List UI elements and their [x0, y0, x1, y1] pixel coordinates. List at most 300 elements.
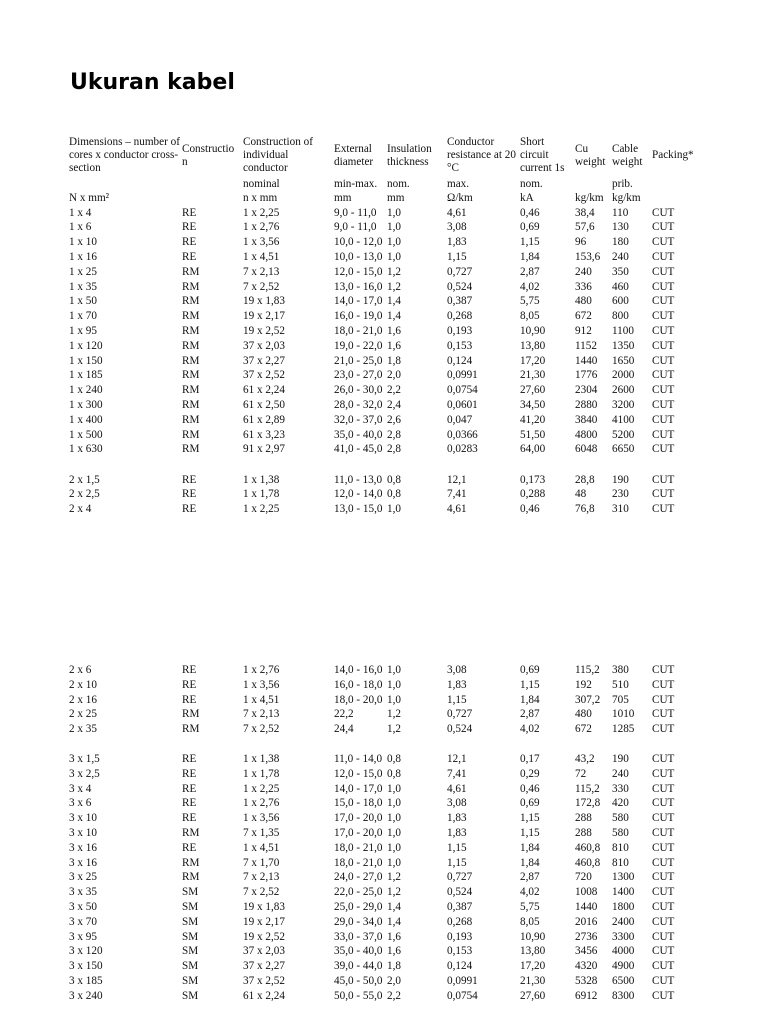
cell-cable-weight: 800 — [612, 310, 629, 323]
table-row — [0, 428, 768, 443]
cell-short-circuit: 1,84 — [520, 841, 540, 854]
table-row — [0, 324, 768, 339]
cell-external-diameter: 14,0 - 16,0 — [334, 664, 383, 676]
cell-dimension: 1 x 25 — [69, 265, 97, 278]
cell-cable-weight: 705 — [612, 693, 629, 706]
cell-cu-weight: 1152 — [575, 339, 597, 352]
cell-short-circuit: 0,173 — [520, 473, 546, 486]
cell-cable-weight: 2400 — [612, 915, 635, 928]
cell-cable-weight: 1400 — [612, 886, 635, 899]
cell-dimension: 1 x 70 — [69, 310, 97, 323]
cell-construction: RE — [182, 488, 197, 501]
cell-dimension: 1 x 95 — [69, 324, 97, 337]
cell-cable-weight: 580 — [612, 812, 629, 825]
cell-construction: SM — [182, 915, 199, 928]
cell-external-diameter: 11,0 - 13,0 — [334, 473, 383, 486]
cell-external-diameter: 24,4 — [334, 723, 354, 736]
cell-short-circuit: 4,02 — [520, 723, 540, 736]
cell-insulation-thickness: 0,8 — [387, 488, 401, 501]
cell-external-diameter: 18,0 - 21,0 — [334, 856, 383, 869]
cell-construction: RE — [182, 503, 197, 516]
table-row — [0, 707, 768, 722]
cell-packing: CUT — [652, 443, 675, 456]
cell-conductor-construction: 91 x 2,97 — [243, 443, 285, 456]
cell-cable-weight: 1100 — [612, 324, 634, 337]
unit-cell: nominal — [243, 178, 280, 190]
cell-cable-weight: 180 — [612, 236, 629, 249]
cell-insulation-thickness: 2,0 — [387, 975, 401, 987]
cell-resistance: 0,727 — [447, 871, 473, 884]
table-row — [0, 250, 768, 265]
table-row — [0, 206, 768, 221]
cell-resistance: 0,524 — [447, 723, 473, 736]
unit-cell: N x mm² — [69, 192, 110, 204]
cell-cu-weight: 912 — [575, 324, 592, 337]
table-row — [0, 826, 768, 841]
cell-construction: SM — [182, 901, 199, 913]
cell-insulation-thickness: 1,8 — [387, 960, 401, 973]
cell-cu-weight: 96 — [575, 236, 587, 249]
cell-short-circuit: 4,02 — [520, 886, 540, 899]
cell-construction: RM — [182, 871, 200, 884]
cell-packing: CUT — [652, 901, 675, 913]
cell-resistance: 1,83 — [447, 678, 467, 691]
cell-short-circuit: 1,15 — [520, 236, 540, 249]
cell-cable-weight: 190 — [612, 753, 629, 765]
cell-external-diameter: 13,0 - 16,0 — [334, 280, 383, 293]
table-row — [0, 900, 768, 915]
header-construction: Constructio n — [182, 143, 235, 168]
cell-external-diameter: 12,0 - 15,0 — [334, 767, 383, 780]
table-row — [0, 722, 768, 737]
cell-packing: CUT — [652, 295, 675, 308]
table-row — [0, 959, 768, 974]
cell-packing: CUT — [652, 827, 675, 839]
cell-cu-weight: 115,2 — [575, 782, 600, 795]
cell-resistance: 0,0991 — [447, 975, 478, 987]
cell-resistance: 12,1 — [447, 753, 467, 765]
cell-conductor-construction: 7 x 1,70 — [243, 856, 280, 869]
cell-dimension: 3 x 10 — [69, 812, 97, 825]
cell-short-circuit: 0,46 — [520, 782, 540, 795]
cell-conductor-construction: 1 x 2,76 — [243, 797, 280, 810]
table-row — [0, 885, 768, 900]
cell-cu-weight: 720 — [575, 871, 592, 884]
cell-packing: CUT — [652, 280, 675, 293]
cell-construction: RM — [182, 428, 200, 441]
cell-resistance: 3,08 — [447, 221, 467, 234]
cell-resistance: 0,193 — [447, 324, 473, 337]
cell-cu-weight: 460,8 — [575, 856, 601, 869]
cell-dimension: 1 x 16 — [69, 250, 97, 263]
cell-external-diameter: 41,0 - 45,0 — [334, 443, 383, 456]
cell-construction: RE — [182, 753, 197, 765]
cell-external-diameter: 13,0 - 15,0 — [334, 503, 383, 516]
cell-packing: CUT — [652, 413, 675, 426]
table-row — [0, 220, 768, 235]
cell-short-circuit: 1,84 — [520, 250, 540, 263]
cell-cable-weight: 240 — [612, 767, 629, 780]
units-row-nominal — [0, 177, 768, 192]
cell-short-circuit: 1,84 — [520, 693, 540, 706]
cell-conductor-construction: 19 x 1,83 — [243, 901, 285, 913]
page-title: Ukuran kabel — [70, 70, 235, 95]
cell-packing: CUT — [652, 886, 675, 899]
table-row — [0, 989, 768, 1004]
cell-conductor-construction: 1 x 2,25 — [243, 782, 280, 795]
cell-conductor-construction: 7 x 1,35 — [243, 827, 280, 839]
cell-insulation-thickness: 2,2 — [387, 384, 401, 397]
header-packing: Packing* — [652, 149, 694, 161]
table-row — [0, 487, 768, 502]
cell-cu-weight: 3840 — [575, 413, 598, 426]
cell-cable-weight: 4000 — [612, 945, 635, 958]
cell-insulation-thickness: 2,8 — [387, 428, 401, 441]
cell-insulation-thickness: 1,0 — [387, 827, 401, 839]
cell-short-circuit: 4,02 — [520, 280, 540, 293]
cell-external-diameter: 16,0 - 18,0 — [334, 678, 383, 691]
cell-construction: SM — [182, 975, 199, 987]
cell-resistance: 3,08 — [447, 664, 467, 676]
table-row — [0, 915, 768, 930]
cell-cable-weight: 460 — [612, 280, 629, 293]
cell-cu-weight: 288 — [575, 812, 592, 825]
cell-resistance: 0,727 — [447, 265, 473, 278]
cell-dimension: 2 x 4 — [69, 503, 92, 516]
cell-cable-weight: 330 — [612, 782, 629, 795]
cell-resistance: 0,124 — [447, 960, 473, 973]
cell-short-circuit: 0,69 — [520, 664, 540, 676]
cell-conductor-construction: 19 x 2,17 — [243, 310, 285, 323]
cell-short-circuit: 27,60 — [520, 989, 546, 1002]
table-row — [0, 294, 768, 309]
cell-packing: CUT — [652, 221, 675, 234]
cell-packing: CUT — [652, 236, 675, 249]
cell-packing: CUT — [652, 324, 675, 337]
cell-cu-weight: 28,8 — [575, 473, 595, 486]
cell-packing: CUT — [652, 960, 675, 973]
cell-conductor-construction: 19 x 2,17 — [243, 915, 285, 928]
cell-cu-weight: 460,8 — [575, 841, 601, 854]
cell-construction: RM — [182, 310, 200, 323]
cell-dimension: 1 x 10 — [69, 236, 97, 249]
cell-cu-weight: 6048 — [575, 443, 598, 456]
cell-cable-weight: 810 — [612, 856, 629, 869]
cell-resistance: 0,387 — [447, 901, 473, 913]
cell-conductor-construction: 37 x 2,27 — [243, 354, 285, 367]
cell-cu-weight: 1776 — [575, 369, 598, 382]
table-row — [0, 693, 768, 708]
cell-cable-weight: 6650 — [612, 443, 635, 456]
unit-cell: kA — [520, 192, 534, 204]
cell-dimension: 1 x 300 — [69, 398, 103, 411]
cell-conductor-construction: 1 x 4,51 — [243, 250, 280, 263]
cell-insulation-thickness: 1,4 — [387, 915, 401, 928]
cell-resistance: 0,153 — [447, 339, 473, 352]
cell-cable-weight: 1650 — [612, 354, 635, 367]
cell-external-diameter: 50,0 - 55,0 — [334, 989, 383, 1002]
cell-packing: CUT — [652, 206, 675, 219]
cell-dimension: 3 x 6 — [69, 797, 92, 810]
cell-cu-weight: 288 — [575, 827, 592, 839]
cell-short-circuit: 27,60 — [520, 384, 546, 397]
table-row — [0, 398, 768, 413]
cell-construction: RM — [182, 280, 200, 293]
cell-resistance: 1,83 — [447, 827, 467, 839]
cell-cu-weight: 672 — [575, 723, 592, 736]
cell-external-diameter: 18,0 - 21,0 — [334, 324, 383, 337]
table-row — [0, 870, 768, 885]
cell-construction: RE — [182, 841, 197, 854]
cell-cable-weight: 600 — [612, 295, 629, 308]
cell-cable-weight: 510 — [612, 678, 629, 691]
cell-short-circuit: 17,20 — [520, 960, 546, 973]
cell-insulation-thickness: 1,2 — [387, 280, 401, 293]
cell-insulation-thickness: 1,0 — [387, 841, 401, 854]
cell-conductor-construction: 1 x 2,76 — [243, 221, 280, 234]
cell-cu-weight: 172,8 — [575, 797, 601, 810]
cell-conductor-construction: 7 x 2,52 — [243, 886, 280, 899]
cell-resistance: 4,61 — [447, 206, 467, 219]
cell-resistance: 0,0601 — [447, 398, 478, 411]
cell-construction: RM — [182, 384, 200, 397]
cell-construction: RM — [182, 856, 200, 869]
cell-conductor-construction: 19 x 2,52 — [243, 324, 285, 337]
cell-packing: CUT — [652, 753, 675, 765]
cell-packing: CUT — [652, 265, 675, 278]
cell-conductor-construction: 1 x 1,78 — [243, 488, 280, 501]
cell-conductor-construction: 37 x 2,52 — [243, 975, 285, 987]
cell-resistance: 12,1 — [447, 473, 467, 486]
cell-dimension: 1 x 35 — [69, 280, 97, 293]
cell-cu-weight: 2016 — [575, 915, 598, 928]
cell-resistance: 0,124 — [447, 354, 473, 367]
cell-construction: RE — [182, 250, 197, 263]
cell-cu-weight: 672 — [575, 310, 592, 323]
cell-short-circuit: 51,50 — [520, 428, 546, 441]
cell-insulation-thickness: 2,0 — [387, 369, 401, 382]
cell-dimension: 3 x 25 — [69, 871, 97, 884]
table-row — [0, 944, 768, 959]
cell-cu-weight: 307,2 — [575, 693, 601, 706]
cell-insulation-thickness: 2,6 — [387, 413, 401, 426]
cell-external-diameter: 18,0 - 21,0 — [334, 841, 383, 854]
cell-dimension: 3 x 150 — [69, 960, 103, 973]
cell-cable-weight: 240 — [612, 250, 629, 263]
cell-construction: SM — [182, 886, 199, 899]
cell-packing: CUT — [652, 664, 675, 676]
cell-dimension: 3 x 185 — [69, 975, 103, 987]
header-cu-weight: Cu weight — [575, 143, 606, 168]
cell-dimension: 2 x 6 — [69, 664, 92, 676]
cell-short-circuit: 0,17 — [520, 753, 540, 765]
cell-cu-weight: 480 — [575, 295, 592, 308]
unit-cell: mm — [387, 192, 405, 204]
cell-dimension: 1 x 6 — [69, 221, 92, 234]
cell-resistance: 0,153 — [447, 945, 473, 958]
cell-dimension: 3 x 2,5 — [69, 767, 100, 780]
cell-construction: RE — [182, 221, 197, 234]
cell-dimension: 3 x 10 — [69, 827, 97, 839]
cell-insulation-thickness: 1,4 — [387, 901, 401, 913]
cell-conductor-construction: 61 x 2,50 — [243, 398, 285, 411]
cell-construction: RM — [182, 339, 200, 352]
cell-conductor-construction: 1 x 3,56 — [243, 236, 280, 249]
cell-short-circuit: 17,20 — [520, 354, 546, 367]
cell-external-diameter: 23,0 - 27,0 — [334, 369, 383, 382]
cell-construction: RE — [182, 678, 197, 691]
cell-cu-weight: 48 — [575, 488, 587, 501]
cell-dimension: 1 x 240 — [69, 384, 103, 397]
cell-external-diameter: 32,0 - 37,0 — [334, 413, 383, 426]
cell-construction: RM — [182, 369, 200, 382]
cell-cable-weight: 1800 — [612, 901, 635, 913]
cell-cable-weight: 8300 — [612, 989, 635, 1002]
cell-insulation-thickness: 1,2 — [387, 708, 401, 721]
cell-cable-weight: 310 — [612, 503, 629, 516]
unit-cell: prib. — [612, 178, 633, 190]
cell-dimension: 3 x 120 — [69, 945, 103, 958]
header-short-circuit-current: Short circuit current 1s — [520, 136, 565, 174]
cell-construction: RE — [182, 693, 197, 706]
cell-external-diameter: 10,0 - 12,0 — [334, 236, 383, 249]
cell-short-circuit: 0,29 — [520, 767, 540, 780]
cell-insulation-thickness: 1,8 — [387, 354, 401, 367]
cell-conductor-construction: 19 x 1,83 — [243, 295, 285, 308]
cell-short-circuit: 21,30 — [520, 369, 546, 382]
cell-conductor-construction: 7 x 2,13 — [243, 871, 280, 884]
cell-external-diameter: 10,0 - 13,0 — [334, 250, 383, 263]
table-row — [0, 767, 768, 782]
cell-external-diameter: 35,0 - 40,0 — [334, 945, 383, 958]
cell-resistance: 0,524 — [447, 886, 473, 899]
unit-cell: kg/km — [612, 192, 641, 204]
cell-packing: CUT — [652, 871, 675, 884]
cell-dimension: 2 x 10 — [69, 678, 97, 691]
cell-packing: CUT — [652, 975, 675, 987]
cell-conductor-construction: 37 x 2,03 — [243, 945, 285, 958]
cell-construction: RE — [182, 236, 197, 249]
cell-external-diameter: 19,0 - 22,0 — [334, 339, 383, 352]
cell-packing: CUT — [652, 812, 675, 825]
cell-cable-weight: 350 — [612, 265, 629, 278]
cell-insulation-thickness: 1,6 — [387, 324, 401, 337]
cell-external-diameter: 9,0 - 11,0 — [334, 221, 377, 234]
cell-cu-weight: 72 — [575, 767, 587, 780]
cell-construction: RE — [182, 767, 197, 780]
cell-construction: RE — [182, 812, 197, 825]
cell-cable-weight: 130 — [612, 221, 629, 234]
cell-insulation-thickness: 1,0 — [387, 206, 401, 219]
cell-insulation-thickness: 0,8 — [387, 767, 401, 780]
cell-cu-weight: 5328 — [575, 975, 598, 987]
cell-cu-weight: 38,4 — [575, 206, 595, 219]
cell-resistance: 4,61 — [447, 503, 467, 516]
cell-insulation-thickness: 1,0 — [387, 812, 401, 825]
table-row — [0, 383, 768, 398]
cell-conductor-construction: 1 x 2,76 — [243, 664, 280, 676]
cell-cable-weight: 810 — [612, 841, 629, 854]
unit-cell: mm — [334, 192, 352, 204]
cell-insulation-thickness: 1,6 — [387, 339, 401, 352]
cell-packing: CUT — [652, 841, 675, 854]
table-row — [0, 796, 768, 811]
cell-packing: CUT — [652, 678, 675, 691]
cell-short-circuit: 34,50 — [520, 398, 546, 411]
cell-resistance: 1,15 — [447, 841, 467, 854]
cell-insulation-thickness: 1,6 — [387, 930, 401, 943]
cell-resistance: 0,0283 — [447, 443, 478, 456]
cell-short-circuit: 1,15 — [520, 678, 540, 691]
cell-dimension: 1 x 400 — [69, 413, 103, 426]
cell-packing: CUT — [652, 503, 675, 516]
cell-insulation-thickness: 1,0 — [387, 797, 401, 810]
cell-resistance: 0,0754 — [447, 384, 478, 397]
cell-construction: RE — [182, 664, 197, 676]
cell-cu-weight: 57,6 — [575, 221, 595, 234]
cell-insulation-thickness: 1,2 — [387, 723, 401, 736]
cell-packing: CUT — [652, 398, 675, 411]
cell-insulation-thickness: 0,8 — [387, 753, 401, 765]
cell-insulation-thickness: 1,4 — [387, 310, 401, 323]
cell-packing: CUT — [652, 310, 675, 323]
cell-insulation-thickness: 1,2 — [387, 886, 401, 899]
cell-conductor-construction: 61 x 2,24 — [243, 384, 285, 397]
cell-packing: CUT — [652, 930, 675, 943]
cell-resistance: 0,524 — [447, 280, 473, 293]
cell-cu-weight: 153,6 — [575, 250, 601, 263]
cell-cable-weight: 2000 — [612, 369, 635, 382]
unit-cell: nom. — [387, 178, 410, 190]
cell-construction: RM — [182, 265, 200, 278]
cell-short-circuit: 1,15 — [520, 812, 540, 825]
cell-cable-weight: 1285 — [612, 723, 635, 736]
cell-resistance: 0,727 — [447, 708, 473, 721]
cell-construction: SM — [182, 960, 199, 973]
header-cable-weight: Cable weight — [612, 143, 643, 168]
unit-cell: max. — [447, 178, 470, 190]
cell-conductor-construction: 1 x 1,78 — [243, 767, 280, 780]
header-external-diameter: External diameter — [334, 143, 374, 168]
table-row — [0, 413, 768, 428]
cell-conductor-construction: 61 x 2,89 — [243, 413, 285, 426]
cell-dimension: 3 x 95 — [69, 930, 97, 943]
cell-resistance: 0,193 — [447, 930, 473, 943]
cell-insulation-thickness: 2,8 — [387, 443, 401, 456]
cell-short-circuit: 21,30 — [520, 975, 546, 987]
cell-cable-weight: 380 — [612, 664, 629, 676]
cell-insulation-thickness: 1,0 — [387, 221, 401, 234]
table-row — [0, 782, 768, 797]
cell-insulation-thickness: 1,6 — [387, 945, 401, 958]
cell-short-circuit: 5,75 — [520, 295, 540, 308]
table-row — [0, 663, 768, 678]
cell-dimension: 3 x 240 — [69, 989, 103, 1002]
cell-short-circuit: 8,05 — [520, 915, 540, 928]
cell-dimension: 1 x 150 — [69, 354, 103, 367]
table-row — [0, 841, 768, 856]
cell-insulation-thickness: 1,0 — [387, 250, 401, 263]
cell-packing: CUT — [652, 782, 675, 795]
cell-external-diameter: 25,0 - 29,0 — [334, 901, 383, 913]
cell-dimension: 3 x 16 — [69, 841, 97, 854]
cell-insulation-thickness: 2,2 — [387, 989, 401, 1002]
cell-conductor-construction: 61 x 2,24 — [243, 989, 285, 1002]
cell-conductor-construction: 1 x 4,51 — [243, 841, 280, 854]
cell-insulation-thickness: 1,0 — [387, 503, 401, 516]
table-row — [0, 368, 768, 383]
cell-cable-weight: 4100 — [612, 413, 635, 426]
